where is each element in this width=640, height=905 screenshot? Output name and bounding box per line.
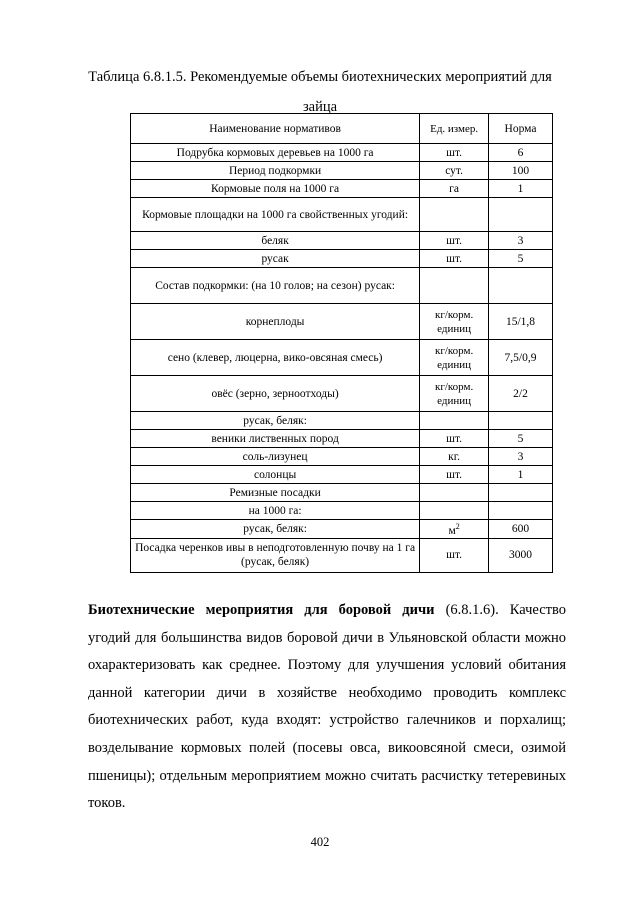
unit-text: м bbox=[448, 524, 456, 537]
cell-norm bbox=[489, 412, 553, 430]
cell-name: русак, беляк: bbox=[131, 412, 420, 430]
cell-name: Период подкормки bbox=[131, 162, 420, 180]
cell-unit: шт. bbox=[420, 144, 489, 162]
cell-norm: 1 bbox=[489, 180, 553, 198]
table-row bbox=[131, 502, 553, 520]
cell-name: Кормовые площадки на 1000 га свойственных угодий: bbox=[131, 198, 420, 232]
cell-unit bbox=[420, 412, 489, 430]
cell-name: Посадка черенков ивы в неподготовленную почву на 1 га (русак, беляк) bbox=[131, 538, 420, 572]
table-header-row bbox=[131, 114, 553, 144]
cell-name: на 1000 га: bbox=[131, 502, 420, 520]
cell-norm: 1 bbox=[489, 466, 553, 484]
cell-norm bbox=[489, 198, 553, 232]
cell-norm: 600 bbox=[489, 520, 553, 539]
cell-unit: кг/корм. единиц bbox=[420, 376, 489, 412]
table-row bbox=[131, 340, 553, 376]
cell-unit bbox=[420, 198, 489, 232]
table-row bbox=[131, 232, 553, 250]
table-row bbox=[131, 198, 553, 232]
cell-name: корнеплоды bbox=[131, 304, 420, 340]
norms-table bbox=[130, 113, 553, 573]
cell-norm bbox=[489, 502, 553, 520]
cell-unit: кг. bbox=[420, 448, 489, 466]
cell-norm bbox=[489, 268, 553, 304]
cell-norm: 3000 bbox=[489, 538, 553, 572]
cell-unit: шт. bbox=[420, 538, 489, 572]
table-row bbox=[131, 250, 553, 268]
table-caption-line1: Таблица 6.8.1.5. Рекомендуемые объемы биотехнических мероприятий для bbox=[88, 69, 552, 85]
cell-unit bbox=[420, 484, 489, 502]
table-row bbox=[131, 144, 553, 162]
cell-name: овёс (зерно, зерноотходы) bbox=[131, 376, 420, 412]
unit-superscript: 2 bbox=[455, 522, 460, 531]
cell-name: беляк bbox=[131, 232, 420, 250]
cell-name: русак bbox=[131, 250, 420, 268]
header-unit: Ед. измер. bbox=[420, 114, 489, 144]
cell-norm: 3 bbox=[489, 232, 553, 250]
cell-unit: шт. bbox=[420, 250, 489, 268]
cell-name: солонцы bbox=[131, 466, 420, 484]
cell-unit bbox=[420, 502, 489, 520]
table-row bbox=[131, 538, 553, 572]
header-name: Наименование нормативов bbox=[131, 114, 420, 144]
cell-name: Подрубка кормовых деревьев на 1000 га bbox=[131, 144, 420, 162]
table-row bbox=[131, 448, 553, 466]
table-row bbox=[131, 304, 553, 340]
cell-norm: 100 bbox=[489, 162, 553, 180]
cell-name: Ремизные посадки bbox=[131, 484, 420, 502]
cell-norm: 5 bbox=[489, 250, 553, 268]
cell-norm: 2/2 bbox=[489, 376, 553, 412]
table-row bbox=[131, 162, 553, 180]
cell-norm: 7,5/0,9 bbox=[489, 340, 553, 376]
table-row bbox=[131, 376, 553, 412]
cell-norm bbox=[489, 484, 553, 502]
cell-unit: га bbox=[420, 180, 489, 198]
cell-name: веники лиственных пород bbox=[131, 430, 420, 448]
cell-unit: сут. bbox=[420, 162, 489, 180]
header-norm: Норма bbox=[489, 114, 553, 144]
cell-name: Состав подкормки: (на 10 голов; на сезон) русак: bbox=[131, 268, 420, 304]
cell-unit bbox=[420, 268, 489, 304]
paragraph-bold-heading: Биотехнические мероприятия для боровой дичи bbox=[88, 602, 435, 618]
body-paragraph bbox=[88, 597, 566, 818]
table-caption-line2: зайца bbox=[302, 99, 338, 115]
cell-unit: шт. bbox=[420, 232, 489, 250]
cell-unit: шт. bbox=[420, 430, 489, 448]
table-row bbox=[131, 180, 553, 198]
table-row bbox=[131, 466, 553, 484]
cell-name: Кормовые поля на 1000 га bbox=[131, 180, 420, 198]
cell-norm: 5 bbox=[489, 430, 553, 448]
table-row bbox=[131, 412, 553, 430]
cell-name: русак, беляк: bbox=[131, 520, 420, 539]
table-row bbox=[131, 520, 553, 539]
table-row bbox=[131, 268, 553, 304]
table-row bbox=[131, 430, 553, 448]
cell-unit: кг/корм. единиц bbox=[420, 340, 489, 376]
cell-unit bbox=[420, 520, 489, 539]
cell-name: соль-лизунец bbox=[131, 448, 420, 466]
cell-name: сено (клевер, люцерна, вико-овсяная смесь) bbox=[131, 340, 420, 376]
cell-norm: 15/1,8 bbox=[489, 304, 553, 340]
cell-unit: шт. bbox=[420, 466, 489, 484]
cell-norm: 3 bbox=[489, 448, 553, 466]
cell-unit: кг/корм. единиц bbox=[420, 304, 489, 340]
table-row bbox=[131, 484, 553, 502]
paragraph-text: (6.8.1.6). Качество угодий для большинства видов боровой дичи в Ульяновской области можно охарактеризовать как среднее. Поэтому для улучшения условий обитания данной категории дичи в хозяйстве необходимо проводить комплекс биотехнических работ, куда входят: устройство галечников и порхалищ; возделывание кормовых полей (посевы овса, викоовсяной смеси, озимой пшеницы); отдельным мероприятием можно считать расчистку тетеревиных токов. bbox=[88, 602, 566, 812]
cell-norm: 6 bbox=[489, 144, 553, 162]
page-number: 402 bbox=[310, 835, 330, 849]
